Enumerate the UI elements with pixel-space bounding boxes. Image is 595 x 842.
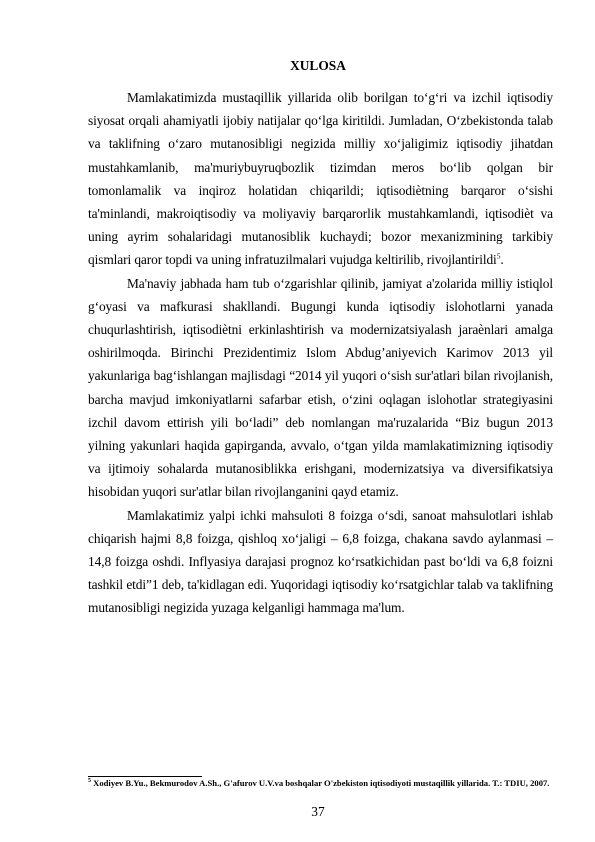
- body-text: [88, 86, 553, 620]
- paragraph-3: Mamlakatimiz yalpi ichki mahsuloti 8 foizga o‘sdi, sanoat mahsulotlari ishlab chiqarish hajmi 8,8 foizga, qishloq xo‘jaligi – 6,8 foizga, chakana savdo aylanmasi – 14,8 foizga oshdi. Inflyasiya darajasi prognoz ko‘rsatkichidan past bo‘ldi va 6,8 foizni tashkil etdi”1 deb, ta'kidlagan edi. Yuqoridagi iqtisodiy ko‘rsatgichlar talab va taklifning mutanosibligi negizida yuzaga kelganligi hammaga ma'lum.: [88, 507, 553, 616]
- page-number: 37: [311, 804, 325, 819]
- footnote-reference[interactable]: 5: [496, 251, 501, 261]
- footnote: [88, 778, 553, 790]
- footnote-text: Xodiyev B.Yu., Bekmurodov A.Sh., G'afurov U.V.va boshqalar O'zbekiston iqtisodiyoti mustaqillik yillarida. T.: TDIU, 2007.: [91, 778, 550, 788]
- paragraph-1-end: .: [500, 252, 504, 268]
- paragraph-1-text: Mamlakatimizda mustaqillik yillarida olib borilgan to‘g‘ri va izchil iqtisodiy siyosat orqali ahamiyatli ijobiy natijalar qo‘lga kiritildi. Jumladan, O‘zbekistonda talab va taklifning o‘zaro mutanosibligi negizida milliy xo‘jaligimiz iqtisodiy jihatdan mustahkamlanib, ma'muriybuyruqbozlik tizimdan meros bo‘lib qolgan bir tomonlamalik va inqiroz holatidan chiqarildi; iqtisodiѐtning barqaror o‘sishi ta'minlandi, makroiqtisodiy va moliyaviy barqarorlik mustahkamlandi, iqtisodiѐt va uning ayrim sohalaridagi mutanosiblik kuchaydi; bozor mexanizmining tarkibiy qismlari qaror topdi va uning infratuzilmalari vujudga keltirilib, rivojlantirildi: [88, 90, 553, 268]
- footnote-number: 5: [88, 778, 91, 785]
- page-title: XULOSA: [290, 58, 346, 73]
- footnote-divider: [88, 776, 202, 777]
- paragraph-2: Ma'naviy jabhada ham tub o‘zgarishlar qilinib, jamiyat a'zolarida milliy istiqlol g‘oyasi va mafkurasi shakllandi. Bugungi kunda iqtisodiy islohotlarni yanada chuqurlashtirish, iqtisodiѐtni erkinlashtirish va modernizatsiyalash jaraѐnlari amalga oshirilmoqda. Birinchi Prezidentimiz Islom Abdug’aniyevich Karimov 2013 yil yakunlariga bag‘ishlangan majlisdagi “2014 yil yuqori o‘sish sur'atlari bilan rivojlanish, barcha mavjud imkoniyatlarni safarbar etish, o‘zini oqlagan islohotlar strategiyasini izchil davom ettirish yili bo‘ladi” deb nomlangan ma'ruzalarida “Biz bugun 2013 yilning yakunlari haqida gapirganda, avvalo, o‘tgan yilda mamlakatimizning iqtisodiy va ijtimoiy sohalarda mutanosiblikka erishgani, modernizatsiya va diversifikatsiya hisobidan yuqori sur'atlar bilan rivojlanganini qayd etamiz.: [88, 275, 553, 500]
- paragraph-1: [88, 86, 553, 272]
